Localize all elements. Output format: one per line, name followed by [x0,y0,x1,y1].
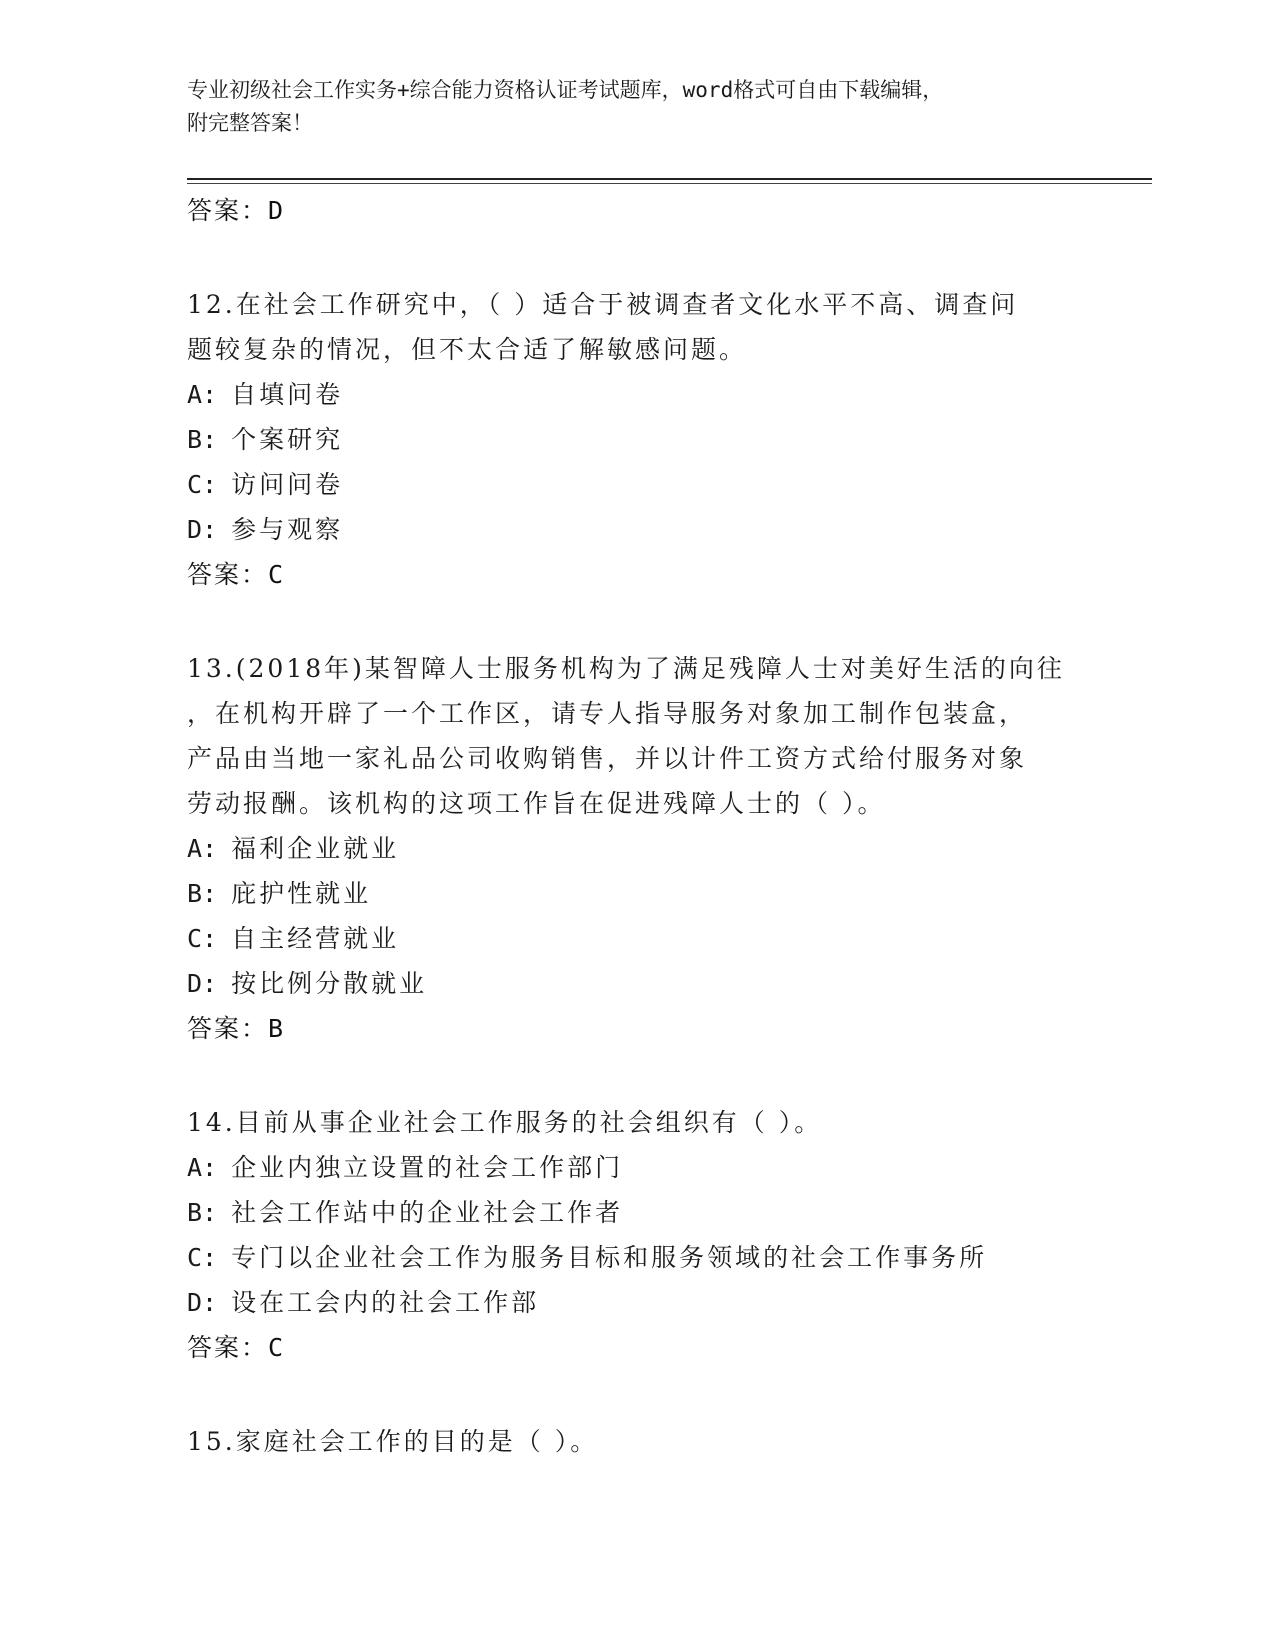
option-key: C: [187,470,218,499]
questions-content [187,188,1137,1464]
option-text: 企业内独立设置的社会工作部门 [231,1153,624,1182]
option-a [187,826,1137,871]
option-key: D: [187,1288,218,1317]
option-text: 访问问卷 [231,470,344,499]
option-text: 按比例分散就业 [231,969,428,998]
question-block [187,282,1137,598]
option-key: B: [187,425,218,454]
header-rule-thick [187,178,1152,180]
option-text: 参与观察 [231,515,344,544]
question-text-line: 题较复杂的情况，但不太合适了解敏感问题。 [187,335,748,364]
spacer [187,234,1137,282]
question-text-line: 产品由当地一家礼品公司收购销售，并以计件工资方式给付服务对象 [187,744,1028,773]
option-b [187,417,1137,462]
header-line-1: 专业初级社会工作实务+综合能力资格认证考试题库，word格式可自由下载编辑， [187,78,944,102]
header-rule-thin [187,183,1152,184]
question-text-line: 13.(2018年)某智障人士服务机构为了满足残障人士对美好生活的向往 [187,654,1065,683]
header-line-2: 附完整答案！ [187,111,313,135]
option-text: 设在工会内的社会工作部 [231,1288,540,1317]
option-key: C: [187,924,218,953]
option-key: D: [187,969,218,998]
option-key: A: [187,1153,218,1182]
option-a [187,372,1137,417]
option-text: 专门以企业社会工作为服务目标和服务领域的社会工作事务所 [231,1243,988,1272]
option-text: 福利企业就业 [231,834,400,863]
option-key: A: [187,380,218,409]
option-text: 自主经营就业 [231,924,400,953]
option-b [187,871,1137,916]
option-b [187,1190,1137,1235]
answer-value: B [268,1014,284,1043]
option-text: 自填问卷 [231,380,344,409]
option-c [187,462,1137,507]
answer-line [187,1006,1137,1052]
option-text: 社会工作站中的企业社会工作者 [231,1198,624,1227]
answer-value: C [268,560,284,589]
option-key: A: [187,834,218,863]
question-block [187,1100,1137,1371]
option-text: 个案研究 [231,425,344,454]
answer-label: 答案： [187,1014,269,1043]
option-text: 庇护性就业 [231,879,372,908]
spacer [187,1052,1137,1100]
answer-line [187,552,1137,598]
answer-line [187,188,1137,234]
question-text-line: 14.目前从事企业社会工作服务的社会组织有（ ）。 [187,1108,823,1137]
option-a [187,1145,1137,1190]
option-key: B: [187,879,218,908]
answer-label: 答案： [187,560,269,589]
question-text-line: 劳动报酬。该机构的这项工作旨在促进残障人士的（ ）。 [187,789,886,818]
question-text-line: 12.在社会工作研究中，（ ）适合于被调查者文化水平不高、调查问 [187,290,1019,319]
option-key: C: [187,1243,218,1272]
option-key: D: [187,515,218,544]
answer-label: 答案： [187,1333,269,1362]
option-d [187,961,1137,1006]
question-text-line: 15.家庭社会工作的目的是（ ）。 [187,1427,599,1456]
question-block [187,1419,1137,1464]
answer-line [187,1325,1137,1371]
answer-label: 答案： [187,196,269,225]
page-header [187,74,1087,140]
option-key: B: [187,1198,218,1227]
question-block [187,646,1137,1052]
option-c [187,916,1137,961]
spacer [187,598,1137,646]
option-c [187,1235,1137,1280]
answer-value: D [268,196,284,225]
question-text-line: ，在机构开辟了一个工作区，请专人指导服务对象加工制作包装盒， [187,699,1028,728]
option-d [187,1280,1137,1325]
option-d [187,507,1137,552]
spacer [187,1371,1137,1419]
answer-value: C [268,1333,284,1362]
